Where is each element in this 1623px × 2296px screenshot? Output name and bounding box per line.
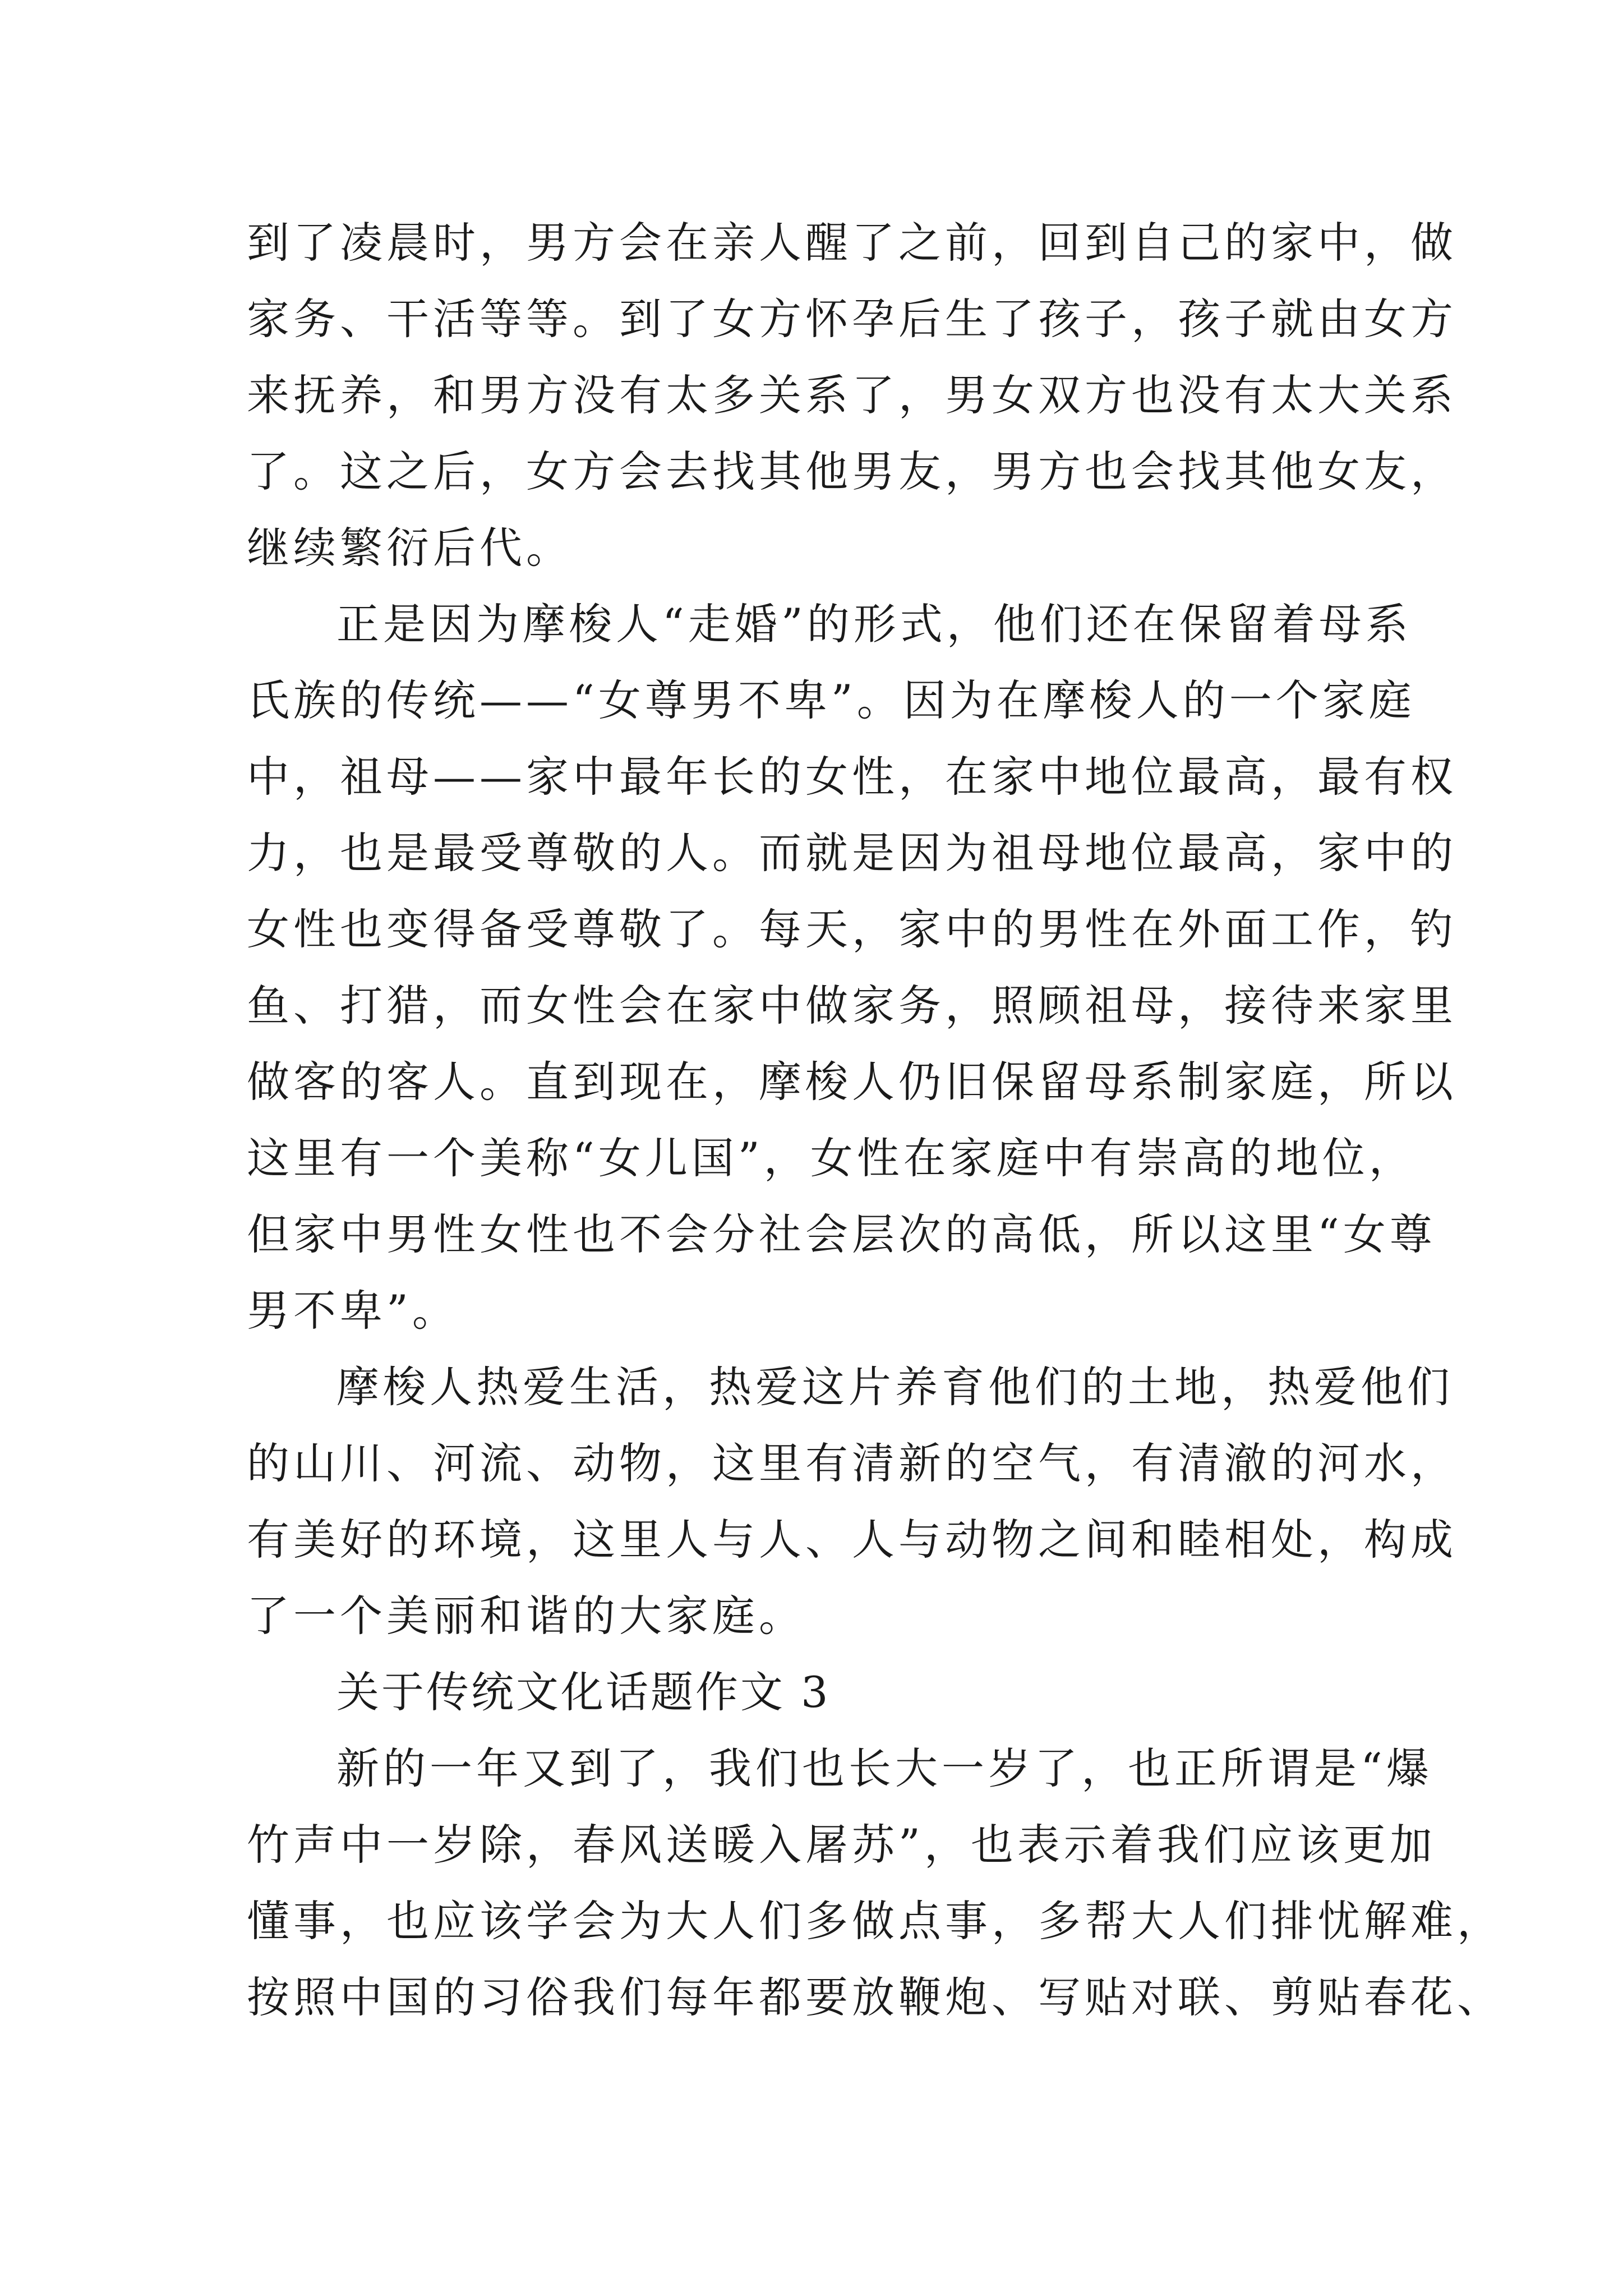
- text-line: 的山川、河流、动物，这里有清新的空气，有清澈的河水，: [247, 1438, 1457, 1488]
- text-line: 氏族的传统——“女尊男不卑”。因为在摩梭人的一个家庭: [247, 675, 1415, 725]
- text-line: 继续繁衍后代。: [247, 523, 573, 573]
- text-line: 家务、干活等等。到了女方怀孕后生了孩子，孩子就由女方: [247, 294, 1457, 344]
- text-line: 有美好的环境，这里人与人、人与动物之间和睦相处，构成: [247, 1515, 1457, 1565]
- text-line: 竹声中一岁除，春风送暖入屠苏”，也表示着我们应该更加: [247, 1820, 1436, 1870]
- text-line: 来抚养，和男方没有太多关系了，男女双方也没有太大关系: [247, 370, 1457, 420]
- text-line: 按照中国的习俗我们每年都要放鞭炮、写贴对联、剪贴春花、: [247, 1972, 1504, 2022]
- text-line: 鱼、打猎，而女性会在家中做家务，照顾祖母，接待来家里: [247, 981, 1457, 1030]
- text-line: 了。这之后，女方会去找其他男友，男方也会找其他女友，: [247, 447, 1457, 496]
- section-title: 关于传统文化话题作文 3: [336, 1667, 831, 1717]
- text-line: 但家中男性女性也不会分社会层次的高低，所以这里“女尊: [247, 1209, 1436, 1259]
- text-line: 力，也是最受尊敬的人。而就是因为祖母地位最高，家中的: [247, 828, 1457, 878]
- text-line: 男不卑”。: [247, 1286, 459, 1336]
- text-line: 这里有一个美称“女儿国”，女性在家庭中有崇高的地位，: [247, 1133, 1415, 1183]
- paragraph-1: [247, 205, 1457, 586]
- text-line: 到了凌晨时，男方会在亲人醒了之前，回到自己的家中，做: [247, 218, 1457, 268]
- paragraph-4: [247, 1731, 1504, 2036]
- text-line: 中，祖母——家中最年长的女性，在家中地位最高，最有权: [247, 752, 1457, 802]
- text-line: 做客的客人。直到现在，摩梭人仍旧保留母系制家庭，所以: [247, 1057, 1457, 1107]
- paragraph-2: [247, 586, 1457, 1349]
- text-line: 女性也变得备受尊敬了。每天，家中的男性在外面工作，钓: [247, 904, 1457, 954]
- text-line: 了一个美丽和谐的大家庭。: [247, 1591, 805, 1641]
- text-line: 懂事，也应该学会为大人们多做点事，多帮大人们排忧解难，: [247, 1896, 1504, 1946]
- document-body: [247, 205, 1504, 2036]
- text-line: 摩梭人热爱生活，热爱这片养育他们的土地，热爱他们: [336, 1362, 1454, 1412]
- text-line: 新的一年又到了，我们也长大一岁了，也正所谓是“爆: [336, 1743, 1433, 1793]
- text-line: 正是因为摩梭人“走婚”的形式，他们还在保留着母系: [336, 599, 1412, 649]
- paragraph-3: [247, 1349, 1457, 1654]
